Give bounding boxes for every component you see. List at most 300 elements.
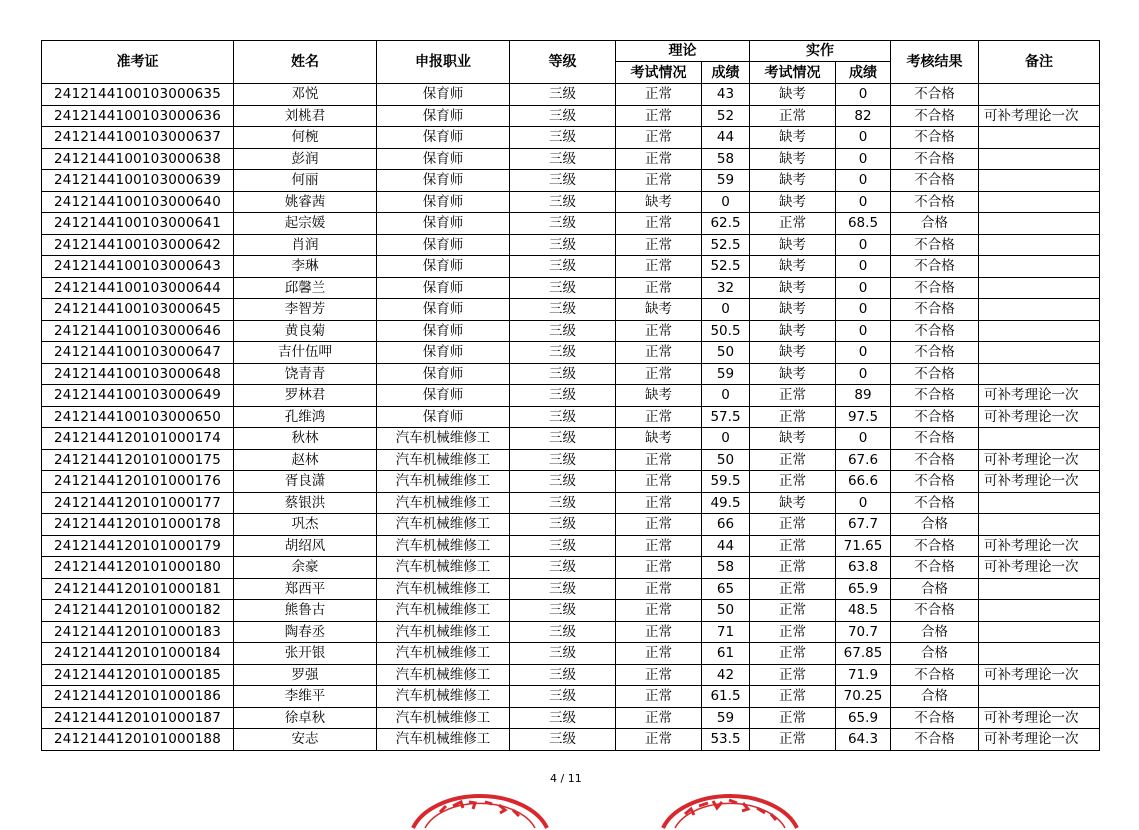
cell-result: 合格: [891, 621, 979, 643]
cell-practical-status: 缺考: [750, 320, 836, 342]
cell-theory-score: 52: [702, 105, 750, 127]
cell-note: [979, 299, 1100, 321]
cell-note: [979, 127, 1100, 149]
cell-level: 三级: [510, 234, 616, 256]
cell-exam-id: 2412144120101000180: [42, 557, 234, 579]
cell-theory-status: 正常: [616, 643, 702, 665]
cell-practical-score: 67.85: [836, 643, 891, 665]
table-row: [42, 492, 1100, 514]
cell-practical-status: 正常: [750, 213, 836, 235]
cell-name: 孔维鸿: [234, 406, 377, 428]
cell-occupation: 汽车机械维修工: [377, 729, 510, 751]
cell-theory-score: 32: [702, 277, 750, 299]
cell-theory-score: 44: [702, 535, 750, 557]
cell-practical-score: 71.65: [836, 535, 891, 557]
cell-practical-status: 正常: [750, 406, 836, 428]
cell-occupation: 保育师: [377, 148, 510, 170]
cell-level: 三级: [510, 127, 616, 149]
cell-theory-status: 正常: [616, 535, 702, 557]
cell-result: 不合格: [891, 105, 979, 127]
cell-theory-status: 正常: [616, 707, 702, 729]
cell-theory-score: 59: [702, 170, 750, 192]
cell-result: 不合格: [891, 277, 979, 299]
cell-result: 合格: [891, 578, 979, 600]
cell-practical-score: 63.8: [836, 557, 891, 579]
cell-practical-status: 正常: [750, 707, 836, 729]
cell-practical-score: 0: [836, 84, 891, 106]
cell-level: 三级: [510, 320, 616, 342]
cell-practical-score: 0: [836, 170, 891, 192]
cell-practical-score: 0: [836, 320, 891, 342]
cell-theory-status: 正常: [616, 277, 702, 299]
cell-practical-status: 缺考: [750, 191, 836, 213]
cell-exam-id: 2412144120101000174: [42, 428, 234, 450]
cell-practical-status: 正常: [750, 535, 836, 557]
cell-occupation: 保育师: [377, 299, 510, 321]
cell-theory-status: 正常: [616, 363, 702, 385]
cell-practical-score: 68.5: [836, 213, 891, 235]
cell-note: 可补考理论一次: [979, 471, 1100, 493]
cell-note: 可补考理论一次: [979, 707, 1100, 729]
cell-note: 可补考理论一次: [979, 406, 1100, 428]
header-name: 姓名: [234, 41, 377, 84]
cell-practical-score: 0: [836, 363, 891, 385]
table-row: [42, 277, 1100, 299]
page-indicator: 4 / 11: [550, 772, 582, 785]
table-row: [42, 170, 1100, 192]
cell-level: 三级: [510, 170, 616, 192]
cell-exam-id: 2412144120101000181: [42, 578, 234, 600]
cell-theory-status: 正常: [616, 686, 702, 708]
cell-result: 不合格: [891, 127, 979, 149]
cell-theory-status: 正常: [616, 600, 702, 622]
cell-level: 三级: [510, 299, 616, 321]
header-theory-score: 成绩: [702, 62, 750, 84]
table-row: [42, 428, 1100, 450]
cell-theory-score: 0: [702, 191, 750, 213]
cell-occupation: 保育师: [377, 256, 510, 278]
cell-theory-score: 66: [702, 514, 750, 536]
cell-practical-score: 0: [836, 492, 891, 514]
cell-exam-id: 2412144100103000650: [42, 406, 234, 428]
cell-level: 三级: [510, 514, 616, 536]
cell-result: 不合格: [891, 557, 979, 579]
cell-name: 蔡银洪: [234, 492, 377, 514]
cell-theory-score: 71: [702, 621, 750, 643]
cell-theory-status: 正常: [616, 105, 702, 127]
cell-result: 不合格: [891, 234, 979, 256]
table-row: [42, 299, 1100, 321]
cell-name: 胥良潇: [234, 471, 377, 493]
cell-note: [979, 492, 1100, 514]
cell-exam-id: 2412144120101000184: [42, 643, 234, 665]
cell-theory-score: 61: [702, 643, 750, 665]
cell-practical-score: 65.9: [836, 707, 891, 729]
cell-theory-status: 缺考: [616, 191, 702, 213]
cell-result: 不合格: [891, 148, 979, 170]
cell-exam-id: 2412144120101000178: [42, 514, 234, 536]
cell-theory-score: 50.5: [702, 320, 750, 342]
cell-theory-status: 正常: [616, 234, 702, 256]
cell-theory-score: 49.5: [702, 492, 750, 514]
cell-practical-score: 0: [836, 256, 891, 278]
table-row: [42, 148, 1100, 170]
cell-name: 罗林君: [234, 385, 377, 407]
cell-practical-score: 0: [836, 428, 891, 450]
cell-practical-score: 71.9: [836, 664, 891, 686]
cell-practical-status: 正常: [750, 686, 836, 708]
cell-note: [979, 170, 1100, 192]
cell-level: 三级: [510, 578, 616, 600]
cell-result: 不合格: [891, 471, 979, 493]
table-row: [42, 686, 1100, 708]
cell-occupation: 保育师: [377, 363, 510, 385]
cell-note: [979, 600, 1100, 622]
cell-level: 三级: [510, 428, 616, 450]
cell-occupation: 保育师: [377, 127, 510, 149]
cell-practical-score: 48.5: [836, 600, 891, 622]
cell-name: 余豪: [234, 557, 377, 579]
cell-practical-status: 缺考: [750, 363, 836, 385]
cell-theory-score: 44: [702, 127, 750, 149]
cell-exam-id: 2412144120101000176: [42, 471, 234, 493]
cell-theory-score: 0: [702, 428, 750, 450]
cell-level: 三级: [510, 385, 616, 407]
cell-name: 秋林: [234, 428, 377, 450]
cell-result: 不合格: [891, 406, 979, 428]
cell-practical-status: 缺考: [750, 127, 836, 149]
cell-level: 三级: [510, 449, 616, 471]
cell-level: 三级: [510, 148, 616, 170]
cell-practical-status: 缺考: [750, 256, 836, 278]
cell-name: 何椀: [234, 127, 377, 149]
cell-level: 三级: [510, 406, 616, 428]
cell-name: 何丽: [234, 170, 377, 192]
cell-practical-score: 67.6: [836, 449, 891, 471]
cell-exam-id: 2412144120101000175: [42, 449, 234, 471]
cell-practical-status: 缺考: [750, 234, 836, 256]
header-exam-id: 准考证: [42, 41, 234, 84]
cell-theory-status: 正常: [616, 578, 702, 600]
cell-name: 李智芳: [234, 299, 377, 321]
cell-practical-status: 正常: [750, 600, 836, 622]
header-note: 备注: [979, 41, 1100, 84]
table-row: [42, 234, 1100, 256]
cell-occupation: 汽车机械维修工: [377, 600, 510, 622]
cell-practical-score: 82: [836, 105, 891, 127]
cell-note: 可补考理论一次: [979, 105, 1100, 127]
cell-exam-id: 2412144100103000648: [42, 363, 234, 385]
cell-occupation: 汽车机械维修工: [377, 449, 510, 471]
cell-level: 三级: [510, 707, 616, 729]
cell-result: 合格: [891, 686, 979, 708]
table-row: [42, 342, 1100, 364]
cell-theory-score: 57.5: [702, 406, 750, 428]
cell-note: [979, 578, 1100, 600]
cell-theory-score: 58: [702, 148, 750, 170]
cell-exam-id: 2412144100103000638: [42, 148, 234, 170]
cell-practical-status: 正常: [750, 385, 836, 407]
cell-theory-score: 53.5: [702, 729, 750, 751]
cell-note: [979, 363, 1100, 385]
cell-practical-status: 缺考: [750, 84, 836, 106]
table-row: [42, 643, 1100, 665]
table-row: [42, 729, 1100, 751]
cell-result: 不合格: [891, 449, 979, 471]
table-row: [42, 84, 1100, 106]
cell-occupation: 汽车机械维修工: [377, 535, 510, 557]
cell-occupation: 保育师: [377, 406, 510, 428]
cell-note: [979, 234, 1100, 256]
table-row: [42, 707, 1100, 729]
cell-result: 不合格: [891, 729, 979, 751]
cell-theory-status: 正常: [616, 471, 702, 493]
cell-practical-score: 70.7: [836, 621, 891, 643]
cell-exam-id: 2412144100103000639: [42, 170, 234, 192]
table-row: [42, 621, 1100, 643]
cell-level: 三级: [510, 600, 616, 622]
cell-exam-id: 2412144120101000179: [42, 535, 234, 557]
cell-practical-score: 89: [836, 385, 891, 407]
cell-note: [979, 148, 1100, 170]
cell-exam-id: 2412144120101000182: [42, 600, 234, 622]
cell-theory-score: 50: [702, 449, 750, 471]
cell-theory-score: 59.5: [702, 471, 750, 493]
table-row: [42, 213, 1100, 235]
cell-name: 胡绍风: [234, 535, 377, 557]
cell-occupation: 汽车机械维修工: [377, 578, 510, 600]
cell-level: 三级: [510, 729, 616, 751]
cell-name: 张开银: [234, 643, 377, 665]
cell-name: 赵林: [234, 449, 377, 471]
cell-practical-status: 缺考: [750, 277, 836, 299]
cell-note: [979, 428, 1100, 450]
cell-practical-score: 0: [836, 277, 891, 299]
cell-result: 不合格: [891, 256, 979, 278]
cell-note: 可补考理论一次: [979, 385, 1100, 407]
cell-exam-id: 2412144120101000183: [42, 621, 234, 643]
cell-level: 三级: [510, 643, 616, 665]
cell-occupation: 保育师: [377, 320, 510, 342]
cell-result: 不合格: [891, 664, 979, 686]
cell-theory-score: 43: [702, 84, 750, 106]
cell-name: 郑西平: [234, 578, 377, 600]
cell-exam-id: 2412144120101000186: [42, 686, 234, 708]
cell-result: 不合格: [891, 428, 979, 450]
cell-name: 刘桃君: [234, 105, 377, 127]
cell-level: 三级: [510, 84, 616, 106]
cell-theory-status: 正常: [616, 557, 702, 579]
cell-practical-score: 65.9: [836, 578, 891, 600]
cell-practical-status: 正常: [750, 729, 836, 751]
cell-occupation: 汽车机械维修工: [377, 428, 510, 450]
cell-exam-id: 2412144100103000642: [42, 234, 234, 256]
cell-theory-status: 正常: [616, 342, 702, 364]
cell-result: 不合格: [891, 170, 979, 192]
table-row: [42, 256, 1100, 278]
cell-level: 三级: [510, 471, 616, 493]
cell-result: 不合格: [891, 84, 979, 106]
cell-name: 罗强: [234, 664, 377, 686]
table-header: [42, 41, 1100, 84]
cell-note: 可补考理论一次: [979, 557, 1100, 579]
cell-occupation: 汽车机械维修工: [377, 707, 510, 729]
cell-exam-id: 2412144100103000635: [42, 84, 234, 106]
cell-theory-status: 正常: [616, 514, 702, 536]
cell-note: [979, 84, 1100, 106]
cell-note: 可补考理论一次: [979, 535, 1100, 557]
cell-theory-score: 0: [702, 299, 750, 321]
cell-occupation: 保育师: [377, 213, 510, 235]
cell-theory-status: 正常: [616, 406, 702, 428]
cell-theory-score: 61.5: [702, 686, 750, 708]
cell-theory-score: 52.5: [702, 234, 750, 256]
cell-occupation: 汽车机械维修工: [377, 664, 510, 686]
cell-exam-id: 2412144100103000637: [42, 127, 234, 149]
table-row: [42, 363, 1100, 385]
cell-result: 不合格: [891, 342, 979, 364]
cell-name: 肖润: [234, 234, 377, 256]
cell-result: 不合格: [891, 385, 979, 407]
cell-occupation: 汽车机械维修工: [377, 492, 510, 514]
cell-occupation: 汽车机械维修工: [377, 557, 510, 579]
table-row: [42, 578, 1100, 600]
cell-practical-status: 正常: [750, 578, 836, 600]
cell-result: 不合格: [891, 492, 979, 514]
cell-practical-status: 正常: [750, 643, 836, 665]
cell-name: 姚睿茜: [234, 191, 377, 213]
cell-practical-score: 64.3: [836, 729, 891, 751]
cell-occupation: 保育师: [377, 170, 510, 192]
header-theory-status: 考试情况: [616, 62, 702, 84]
cell-result: 合格: [891, 213, 979, 235]
cell-name: 起宗媛: [234, 213, 377, 235]
cell-note: [979, 191, 1100, 213]
table-row: [42, 406, 1100, 428]
cell-practical-score: 0: [836, 127, 891, 149]
cell-occupation: 汽车机械维修工: [377, 643, 510, 665]
table-row: [42, 664, 1100, 686]
cell-exam-id: 2412144100103000649: [42, 385, 234, 407]
table-row: [42, 514, 1100, 536]
cell-exam-id: 2412144120101000185: [42, 664, 234, 686]
cell-note: [979, 342, 1100, 364]
cell-practical-status: 缺考: [750, 148, 836, 170]
cell-name: 李琳: [234, 256, 377, 278]
cell-practical-score: 0: [836, 234, 891, 256]
cell-practical-status: 正常: [750, 557, 836, 579]
cell-theory-status: 缺考: [616, 299, 702, 321]
cell-result: 不合格: [891, 535, 979, 557]
cell-level: 三级: [510, 105, 616, 127]
cell-practical-score: 70.25: [836, 686, 891, 708]
cell-theory-score: 59: [702, 707, 750, 729]
cell-occupation: 保育师: [377, 277, 510, 299]
table-body: [42, 84, 1100, 751]
cell-practical-status: 缺考: [750, 170, 836, 192]
cell-occupation: 汽车机械维修工: [377, 686, 510, 708]
cell-exam-id: 2412144100103000643: [42, 256, 234, 278]
cell-level: 三级: [510, 277, 616, 299]
cell-theory-score: 62.5: [702, 213, 750, 235]
cell-level: 三级: [510, 492, 616, 514]
cell-note: [979, 621, 1100, 643]
cell-occupation: 汽车机械维修工: [377, 514, 510, 536]
cell-result: 合格: [891, 643, 979, 665]
cell-name: 饶青青: [234, 363, 377, 385]
cell-result: 合格: [891, 514, 979, 536]
cell-result: 不合格: [891, 191, 979, 213]
cell-theory-score: 50: [702, 600, 750, 622]
cell-level: 三级: [510, 621, 616, 643]
cell-theory-status: 正常: [616, 170, 702, 192]
cell-name: 徐卓秋: [234, 707, 377, 729]
header-result: 考核结果: [891, 41, 979, 84]
cell-exam-id: 2412144100103000646: [42, 320, 234, 342]
cell-note: 可补考理论一次: [979, 729, 1100, 751]
cell-practical-status: 缺考: [750, 342, 836, 364]
cell-practical-status: 正常: [750, 664, 836, 686]
cell-exam-id: 2412144120101000188: [42, 729, 234, 751]
cell-name: 李维平: [234, 686, 377, 708]
cell-name: 安志: [234, 729, 377, 751]
cell-theory-score: 59: [702, 363, 750, 385]
cell-exam-id: 2412144100103000641: [42, 213, 234, 235]
table-row: [42, 127, 1100, 149]
header-occupation: 申报职业: [377, 41, 510, 84]
cell-theory-status: 正常: [616, 148, 702, 170]
cell-exam-id: 2412144100103000640: [42, 191, 234, 213]
cell-note: [979, 514, 1100, 536]
cell-note: [979, 213, 1100, 235]
cell-result: 不合格: [891, 707, 979, 729]
table-row: [42, 191, 1100, 213]
cell-theory-status: 正常: [616, 213, 702, 235]
table-row: [42, 557, 1100, 579]
cell-practical-score: 66.6: [836, 471, 891, 493]
cell-name: 彭润: [234, 148, 377, 170]
cell-result: 不合格: [891, 363, 979, 385]
cell-level: 三级: [510, 342, 616, 364]
cell-note: 可补考理论一次: [979, 449, 1100, 471]
cell-name: 邱馨兰: [234, 277, 377, 299]
cell-name: 陶春丞: [234, 621, 377, 643]
table-row: [42, 535, 1100, 557]
cell-result: 不合格: [891, 600, 979, 622]
cell-theory-status: 正常: [616, 664, 702, 686]
cell-occupation: 保育师: [377, 191, 510, 213]
cell-theory-status: 正常: [616, 127, 702, 149]
cell-level: 三级: [510, 664, 616, 686]
cell-exam-id: 2412144120101000187: [42, 707, 234, 729]
cell-practical-score: 0: [836, 148, 891, 170]
cell-theory-score: 42: [702, 664, 750, 686]
cell-theory-status: 正常: [616, 492, 702, 514]
cell-name: 熊鲁古: [234, 600, 377, 622]
cell-name: 巩杰: [234, 514, 377, 536]
cell-theory-status: 正常: [616, 256, 702, 278]
results-table: [41, 40, 1100, 751]
cell-level: 三级: [510, 363, 616, 385]
cell-theory-status: 缺考: [616, 385, 702, 407]
cell-theory-status: 正常: [616, 729, 702, 751]
header-practical-status: 考试情况: [750, 62, 836, 84]
cell-level: 三级: [510, 256, 616, 278]
cell-note: 可补考理论一次: [979, 664, 1100, 686]
cell-exam-id: 2412144100103000645: [42, 299, 234, 321]
cell-result: 不合格: [891, 320, 979, 342]
cell-practical-status: 正常: [750, 105, 836, 127]
